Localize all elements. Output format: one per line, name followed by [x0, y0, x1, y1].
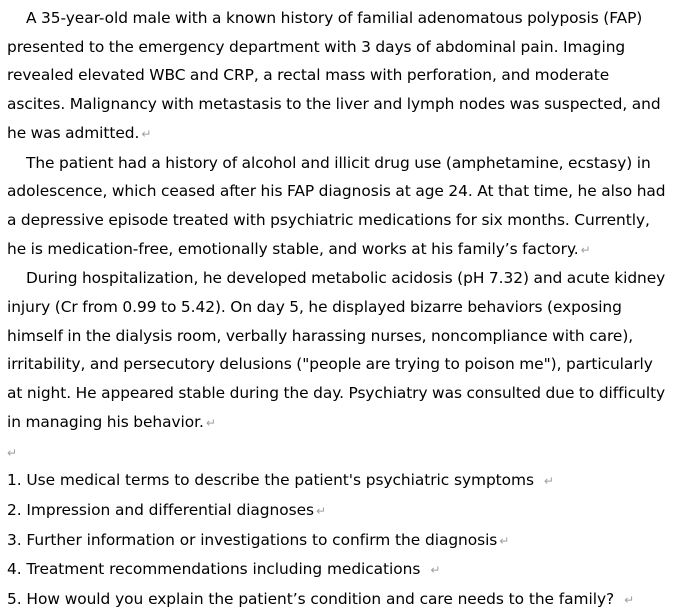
question-item-3	[7, 526, 669, 556]
question-text: 5. How would you explain the patient’s condition and care needs to the family?	[7, 590, 615, 609]
question-item-2	[7, 496, 669, 526]
paragraph-text: The patient had a history of alcohol and illicit drug use (amphetamine, ecstasy) in adolescence, which ceased after his FAP diagnosis at age 24. At that time, he also had a depressive episode treated with psychiatric medications for six months. Currently, he is medication-free, emotionally stable, and works at his family’s factory.	[7, 153, 666, 258]
paragraph-mark-icon: ↵	[315, 503, 326, 518]
question-text: 4. Treatment recommendations including medications	[7, 560, 421, 579]
question-text: 1. Use medical terms to describe the patient's psychiatric symptoms	[7, 471, 534, 490]
paragraph-mark-icon: ↵	[430, 563, 441, 578]
question-text: 2. Impression and differential diagnoses	[7, 500, 314, 519]
paragraph-mark-icon: ↵	[543, 474, 554, 489]
question-list	[7, 466, 669, 615]
question-item-5	[7, 585, 669, 615]
case-paragraph-presentation	[7, 4, 669, 149]
case-paragraph-history	[7, 149, 669, 265]
case-paragraph-hospitalization	[7, 264, 669, 437]
paragraph-mark-icon: ↵	[205, 415, 216, 430]
paragraph-mark-icon: ↵	[7, 445, 18, 460]
paragraph-mark-icon: ↵	[580, 242, 591, 257]
empty-paragraph	[7, 438, 669, 467]
question-item-4	[7, 555, 669, 585]
question-text: 3. Further information or investigations to confirm the diagnosis	[7, 530, 498, 549]
question-item-1	[7, 466, 669, 496]
paragraph-mark-icon: ↵	[624, 593, 635, 608]
paragraph-text: A 35-year-old male with a known history of familial adenomatous polyposis (FAP) presented to the emergency department with 3 days of abdominal pain. Imaging revealed elevated WBC and CRP, a rectal mass with perforation, and moderate ascites. Malignancy with metastasis to the liver and lymph nodes was suspected, and he was admitted.	[7, 9, 661, 142]
paragraph-mark-icon: ↵	[499, 533, 510, 548]
paragraph-text: During hospitalization, he developed metabolic acidosis (pH 7.32) and acute kidney injury (Cr from 0.99 to 5.42). On day 5, he displayed bizarre behaviors (exposing himself in the dialysis room, verbally harassing nurses, noncompliance with care), irritability, and persecutory delusions ("people are trying to poison me"), particularly at night. He appeared stable during the day. Psychiatry was consulted due to difficulty in managing his behavior.	[7, 269, 666, 431]
paragraph-mark-icon: ↵	[141, 126, 152, 141]
